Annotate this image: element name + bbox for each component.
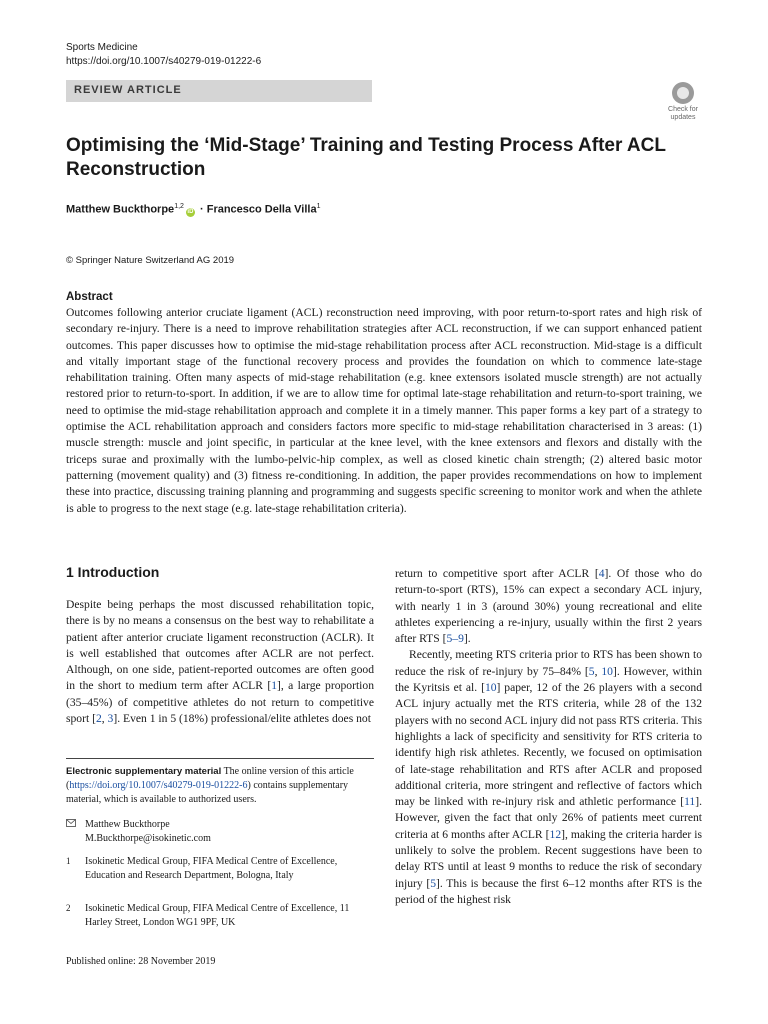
copyright-notice: © Springer Nature Switzerland AG 2019 <box>66 255 235 266</box>
author-separator: · <box>199 203 204 216</box>
article-type-label: REVIEW ARTICLE <box>74 84 182 96</box>
article-type-banner <box>66 80 372 102</box>
citation-link[interactable]: 4 <box>598 567 605 580</box>
author-name[interactable]: Francesco Della Villa <box>206 203 317 216</box>
supplementary-note: Electronic supplementary material The online version of this article (https://doi.org/10.1007/s40279-019-01222-6) contains supplementary material, which is available to authorized users. <box>66 766 354 805</box>
affiliation-number: 2 <box>66 903 71 913</box>
article-doi[interactable]: https://doi.org/10.1007/s40279-019-01222-6 <box>66 56 262 67</box>
body-paragraph: return to competitive sport after ACLR [4]. Of those who do return-to-sport (RTS), 15% can expect a secondary ACL injury, with nearly 1 in 3 (around 30%) young recreational and elite athletes experiencing a re-injury, usually within the first 2 years after RTS [5–9]. <box>395 567 702 646</box>
citation-link[interactable]: 10 <box>601 664 613 678</box>
corresponding-author-email[interactable]: M.Buckthorpe@isokinetic.com <box>85 832 211 844</box>
abstract-heading: Abstract <box>66 291 113 303</box>
citation-link[interactable]: 3 <box>107 712 114 726</box>
check-for-updates-label: Check for updates <box>668 106 698 121</box>
check-for-updates-icon[interactable] <box>664 82 702 124</box>
corresponding-author-name: Matthew Buckthorpe <box>85 819 170 830</box>
citation-link[interactable]: 10 <box>484 681 497 695</box>
article-title: Optimising the ‘Mid-Stage’ Training and Testing Process After ACL Reconstruction <box>66 135 666 180</box>
citation-link[interactable]: 5 <box>430 876 437 890</box>
envelope-icon <box>66 818 76 832</box>
publication-date: Published online: 28 November 2019 <box>66 956 216 967</box>
citation-link[interactable]: 11 <box>684 795 696 809</box>
right-column <box>395 566 702 908</box>
author-list <box>66 203 320 217</box>
affiliation-text: Isokinetic Medical Group, FIFA Medical Centre of Excellence, 11 Harley Street, London WG1 9PF, UK <box>85 903 350 928</box>
citation-link[interactable]: 5–9 <box>446 632 464 646</box>
supplementary-label: Electronic supplementary material <box>66 766 222 777</box>
citation-link[interactable]: 5 <box>588 664 595 678</box>
abstract-body: Outcomes following anterior cruciate ligament (ACL) reconstruction need improving, with poor return-to-sport rates and high risk of secondary re-injury. There is a need to improve rehabilitation strategies after ACL reconstruction, if we can support enhanced patient outcomes. This paper discusses how to optimise the mid-stage rehabilitation process after ACL reconstruction. Mid-stage is a difficult and vitally important stage of the functional recovery process and provides the foundation on which to commence late-stage rehabilitation training. Often many aspects of mid-stage rehabilitation (e.g. knee extensors isolated muscle strength) are not actually restored prior to return-to-sport. In addition, if we are to allow time for optimal late-stage rehabilitation and return-to-sport training, we need to optimise the mid-stage rehabilitation approach and complete it in a timely manner. This paper forms a key part of a strategy to optimise the ACL rehabilitation approach and considers factors more specific to mid-stage rehabilitation characterised in 3 areas: (1) muscle strength: muscle and joint specific, in particular at the knee level, with the knee extensors and flexors and distally with the triceps surae and proximally with the lumbo-pelvic-hip complex, as well as closed kinetic chain strength; (2) altered basic motor patterning (movement quality) and (3) fitness re-conditioning. In addition, the paper provides recommendations on how to implement these into practice, discussing training planning and programming and suggests specific screening to monitor work and when the athlete is able to progress to the next stage (e.g. late-stage rehabilitation criteria). <box>66 306 702 515</box>
journal-name: Sports Medicine <box>66 42 138 53</box>
footnote-divider <box>66 758 374 759</box>
supplementary-doi-link[interactable]: https://doi.org/10.1007/s40279-019-01222-6 <box>69 780 248 791</box>
author-name[interactable]: Matthew Buckthorpe <box>66 203 175 216</box>
citation-link[interactable]: 2 <box>95 712 102 726</box>
affiliation-number: 1 <box>66 856 71 866</box>
author-affiliation-marker: 1 <box>316 203 321 210</box>
affiliation-text: Isokinetic Medical Group, FIFA Medical Centre of Excellence, Education and Research Department, Bologna, Italy <box>85 856 338 881</box>
section-heading: 1 Introduction <box>66 564 160 580</box>
citation-link[interactable]: 1 <box>271 679 277 693</box>
author-affiliation-marker: 1,2 <box>174 203 184 210</box>
body-paragraph: Despite being perhaps the most discussed rehabilitation topic, there is by no means a consensus on the best way to rehabilitate a patient after anterior cruciate ligament reconstruction (ACLR). It is well established that outcomes after ACLR are not perfect. Although, on one side, patient-reported outcomes are often good in the short to medium term after ACLR [1], a large proportion (35–45%) of competitive athletes do not return to competitive sport [2, 3]. Even 1 in 5 (18%) professional/elite athletes does not <box>66 598 374 726</box>
body-paragraph: Recently, meeting RTS criteria prior to RTS has been shown to reduce the risk of re-injury by 75–84% [5, 10]. However, within the Kyritsis et al. [10] paper, 12 of the 26 players with a second ACL injury actually met the RTS criteria, while 28 of the 132 players with no second ACL injury did not pass RTS criteria. This highlights a lack of specificity and sensitivity for RTS criteria to identify high risk athletes. Recently, we focused on optimisation of late-stage rehabilitation and RTS after ACLR and proposed additional criteria, more stringent and reflective of factors which may be linked with re-injury risk and athletic performance [11]. However, given the fact that only 26% of patients meet current criteria at 6 months after ACLR [12], making the criteria harder is unlikely to solve the problem. Recent suggestions have been to delay RTS until at least 9 months to reduce the risk of secondary injury [5]. This is because the first 6–12 months after RTS is the period of the highest risk <box>395 648 703 906</box>
orcid-icon[interactable]: iD <box>187 208 194 215</box>
citation-link[interactable]: 12 <box>549 827 562 841</box>
